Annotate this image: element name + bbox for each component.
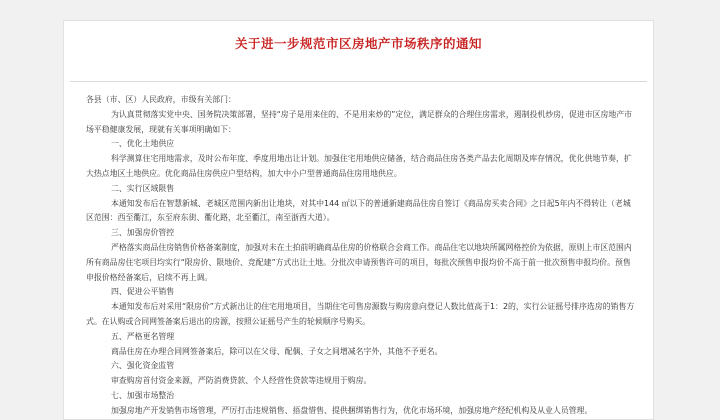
document-paragraph: 各县（市、区）人民政府，市级有关部门： [86,95,236,104]
document-title: 关于进一步规范市区房地产市场秩序的通知 [234,36,482,51]
document-paragraph: 本通知发布后对采用“限房价”方式新出让的住宅用地项目，当期住宅可售房源数与购房意向登记人数比值高于1：2的，实行公证摇号排序选房的销售方式。在认购或合同网签备案后退出的房源，按照公证摇号产生的轮候顺序号购买。 [86,302,635,326]
document-paragraph: 一、优化土地供应 [111,139,175,149]
document-paragraph: 审查购房首付资金来源，严防消费贷款、个人经营性贷款等违规用于购房。 [111,376,372,386]
document-paragraph: 科学测算住宅用地需求，及时公布年度、季度用地出让计划。加强住宅用地供应储备，结合商品住房各类产品去化周期及库存情况，优化供地节奏，扩大热点地区土地供应。优化商品住房供应户型结构，加大中小户型普通商品住房用地供应。 [86,154,632,178]
document-paragraph: 三、加强房价管控 [111,228,175,238]
document-paragraph: 六、强化资金监管 [111,361,175,371]
document-paragraph: 加强房地产开发销售市场管理，严厉打击违规销售、捂盘惜售、提供捆绑销售行为，优化市场环境，加强房地产经纪机构及从业人员管理。 [111,405,593,415]
document-paragraph: 二、实行区域限售 [111,183,175,193]
document-paragraph: 为认真贯彻落实党中央、国务院决策部署，坚持“房子是用来住的、不是用来炒的”定位，满足群众的合理住房需求，遏制投机炒房，促进市区房地产市场平稳健康发展，现就有关事项明确如下： [86,109,633,134]
document-body [86,93,636,419]
document-paragraph: 五、严格更名管理 [111,331,175,341]
document-paragraph: 商品住房在办理合同网签备案后，除可以在父母、配偶、子女之间增减名字外，其他不予更名。 [111,346,443,356]
document-paragraph: 七、加强市场整治 [111,390,175,400]
document-paragraph: 本通知发布后在智慧新城、老城区范围内新出让地块，对其中144 ㎡以下的普通新建商品住房自签订《商品房买卖合同》之日起5年内不得转让（老城区范围：西至衢江，东至府东街、衢化路，北至衢江，南至浙西大道）。 [86,198,631,223]
document-paragraph: 四、促进公平销售 [111,287,175,297]
title-divider [70,81,647,82]
document-page [63,20,654,420]
document-paragraph: 严格落实商品住房销售价格备案制度，加强对未在土拍前明确商品住房的价格联合会商工作。商品住宅以地块所属网格控价为依据，原则上市区范围内所有商品房住宅项目均实行“限房价、限地价、竞配建”方式出让土地。分批次申请预售许可的项目，每批次预售申报均价不高于前一批次预售申报均价。预售申报价格经备案后，启续不再上调。 [86,242,632,282]
